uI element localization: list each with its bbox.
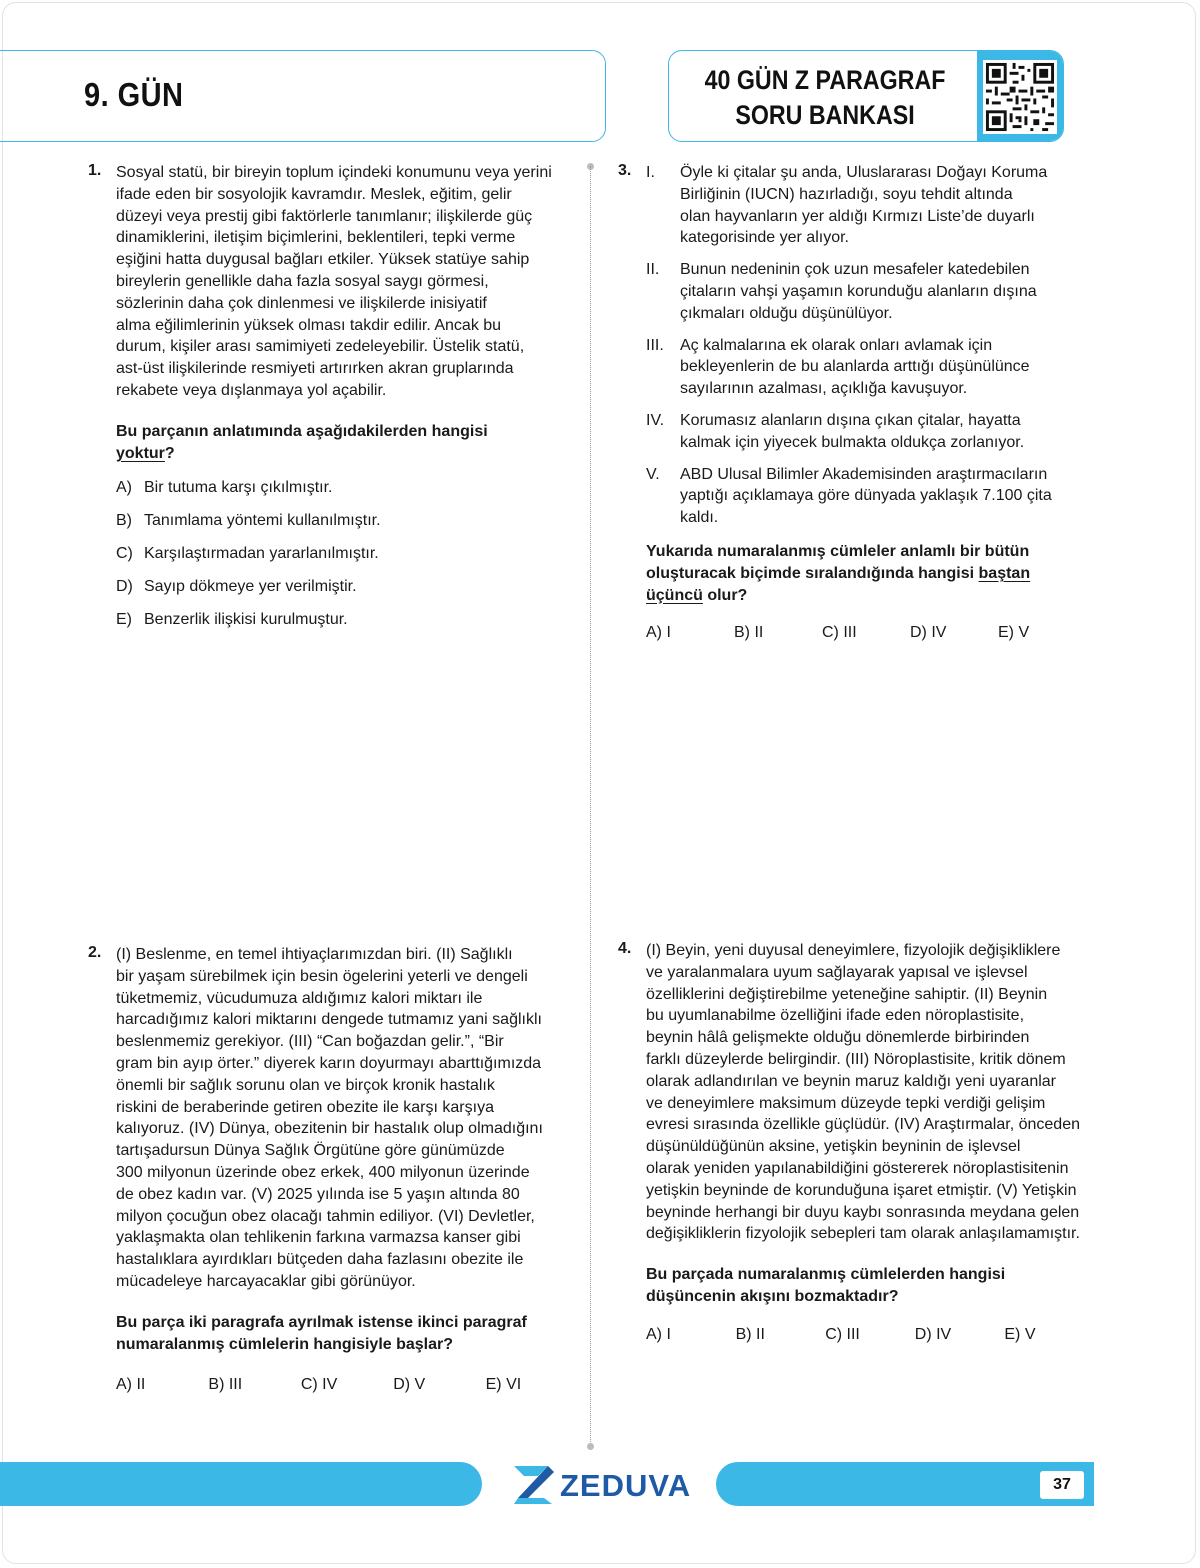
- statement-line: Bunun nedeninin çok uzun mesafeler katedebilen: [680, 261, 1030, 279]
- option-b[interactable]: B) III: [208, 1376, 243, 1394]
- option-text: Karşılaştırmadan yararlanılmıştır.: [144, 544, 379, 562]
- statement-line: kaldı.: [680, 509, 719, 527]
- option-letter: E): [116, 610, 132, 628]
- question-4: [646, 940, 1094, 1346]
- divider-dot-bottom: [587, 1443, 594, 1450]
- statement-3: [646, 335, 1086, 400]
- option-d[interactable]: D) IV: [910, 624, 947, 642]
- passage-line: milyon çocuğun obez olacağı tahmin ediliyor. (VI) Devletler,: [116, 1207, 535, 1225]
- question-1-passage: [116, 162, 578, 402]
- question-2-options: [116, 1374, 578, 1396]
- question-1-number: 1.: [88, 162, 102, 179]
- option-a[interactable]: A) II: [116, 1376, 146, 1394]
- passage-line: riskini de beraberinde getiren obezite ile karşı karşıya: [116, 1098, 494, 1116]
- statement-number: III.: [646, 336, 664, 354]
- question-3-stem: [646, 541, 1086, 606]
- book-title-line1: 40 GÜN Z PARAGRAF: [704, 65, 946, 95]
- qr-code-icon[interactable]: [977, 51, 1063, 142]
- passage-line: de obez kadın var. (V) 2025 yılında ise 5 yaşın altında 80: [116, 1185, 520, 1203]
- option-e[interactable]: [116, 609, 578, 631]
- statement-line: kategorisinde yer alıyor.: [680, 229, 849, 247]
- statement-number: IV.: [646, 411, 665, 429]
- statement-line: Birliğinin (IUCN) hazırladığı, soyu tehdit altında: [680, 185, 1013, 203]
- passage-line: farklı düzeylerde belirgindir. (III) Nöroplastisite, kritik dönem: [646, 1050, 1066, 1068]
- question-3-number: 3.: [618, 162, 632, 179]
- passage-line: ve yaralanmalara uyum sağlayarak yapısal ve işlevsel: [646, 963, 1028, 981]
- footer-bar-right: [716, 1462, 1094, 1506]
- stem-line: Bu parça iki paragrafa ayrılmak istense ikinci paragraf: [116, 1313, 527, 1331]
- stem-end: ?: [164, 444, 175, 462]
- passage-line: olarak yeniden yapılanabildiğini göstererek nöroplastisitenin: [646, 1159, 1069, 1177]
- passage-line: gram bin ayıp örter.” diyerek karın doyurmayı abarttığımızda: [116, 1054, 542, 1072]
- brand-name: ZEDUVA: [560, 1468, 692, 1503]
- statement-line: çitaların vahşi yaşamın korunduğu alanların dışına: [680, 282, 1037, 300]
- question-3-options: [646, 622, 1086, 644]
- book-title: [669, 63, 981, 133]
- option-c[interactable]: C) III: [822, 624, 857, 642]
- option-e[interactable]: E) V: [998, 624, 1030, 642]
- stem-underlined-word: üçüncü: [646, 586, 703, 604]
- option-text: Benzerlik ilişkisi kurulmuştur.: [144, 610, 348, 628]
- statement-line: Aç kalmalarına ek olarak onları avlamak için: [680, 336, 993, 354]
- passage-line: rekabete veya dışlanmaya yol açabilir.: [116, 381, 387, 399]
- statement-2: [646, 259, 1086, 324]
- option-c[interactable]: [116, 543, 578, 565]
- passage-line: tüketmemiz, vücudumuza aldığımız kalori miktarı ile: [116, 989, 483, 1007]
- statement-number: II.: [646, 261, 660, 279]
- book-title-box: [668, 50, 1064, 142]
- zeduva-logo-icon: [512, 1464, 556, 1506]
- passage-line: olarak adlandırılan ve beynin maruz kaldığı yeni uyaranlar: [646, 1072, 1057, 1090]
- option-d[interactable]: D) IV: [914, 1325, 952, 1343]
- question-1-stem: [116, 421, 578, 465]
- passage-line: düzeyi veya prestij gibi faktörlerle tanımlanır; ilişkilerde güç: [116, 207, 533, 225]
- question-2-passage: [116, 944, 578, 1293]
- option-e[interactable]: E) V: [1004, 1325, 1036, 1343]
- statement-4: [646, 410, 1086, 454]
- stem-underlined-word: yoktur: [116, 444, 165, 462]
- stem-line: Yukarıda numaralanmış cümleler anlamlı bir bütün: [646, 542, 1030, 560]
- passage-line: kalıyoruz. (IV) Dünya, obezitenin bir hastalık olup olmadığını: [116, 1120, 543, 1138]
- passage-line: beslenmemiz gerekiyor. (III) “Can boğazdan gelir.”, “Bir: [116, 1033, 504, 1051]
- stem-line: Bu parçada numaralanmış cümlelerden hangisi: [646, 1266, 1006, 1284]
- option-text: Bir tutuma karşı çıkılmıştır.: [144, 479, 333, 497]
- option-e[interactable]: E) VI: [485, 1376, 522, 1394]
- statement-5: [646, 464, 1086, 529]
- passage-line: bireylerin genellikle daha fazla sosyal saygı görmesi,: [116, 272, 489, 290]
- option-d[interactable]: D) V: [393, 1376, 426, 1394]
- stem-line: Bu parçanın anlatımında aşağıdakilerden hangisi: [116, 422, 488, 440]
- option-letter: B): [116, 512, 132, 530]
- question-4-options: [646, 1324, 1094, 1346]
- statement-1: [646, 162, 1086, 249]
- passage-line: ast-üst ilişkilerinde resmiyeti artırırken akran gruplarında: [116, 360, 514, 378]
- passage-line: hastalıklara ayırdıkları bütçeden daha fazlasını obezite ile: [116, 1251, 524, 1269]
- option-d[interactable]: [116, 576, 578, 598]
- option-letter: A): [116, 479, 132, 497]
- day-title: 9. GÜN: [84, 76, 184, 113]
- passage-line: durum, kişiler arası samimiyeti zedeleyebilir. Üstelik statü,: [116, 338, 525, 356]
- stem-underlined-word: baştan: [978, 564, 1031, 582]
- stem-line: düşüncenin akışını bozmaktadır?: [646, 1287, 899, 1305]
- passage-line: tartışadursun Dünya Sağlık Örgütüne göre günümüzde: [116, 1142, 505, 1160]
- statement-line: Korumasız alanların dışına çıkan çitalar, hayatta: [680, 411, 1021, 429]
- passage-line: 300 milyonun üzerinde obez erkek, 400 milyonun üzerinde: [116, 1163, 530, 1181]
- statement-number: I.: [646, 164, 655, 181]
- stem-line: oluşturacak biçimde sıralandığında hangisi: [646, 564, 979, 582]
- passage-line: beynin hâlâ gelişmekte olduğu dönemlerde birbirinden: [646, 1029, 1030, 1047]
- passage-line: değişikliklerin fizyolojik sebepleri tam olarak anlaşılamamıştır.: [646, 1225, 1080, 1243]
- question-1: [116, 162, 578, 630]
- option-letter: C): [116, 544, 133, 562]
- option-c[interactable]: C) III: [825, 1325, 860, 1343]
- passage-line: dinamiklerini, iletişim biçimlerini, beklentileri, tepki verme: [116, 229, 516, 247]
- statement-line: bekleyenlerin de bu alanlarda arttığı düşünülünce: [680, 358, 1030, 376]
- option-text: Tanımlama yöntemi kullanılmıştır.: [144, 512, 381, 530]
- passage-line: alma eğilimlerinin yüksek olması takdir edilir. Ancak bu: [116, 316, 502, 334]
- statement-line: sayılarının azalması, açıklığa kavuşuyor.: [680, 380, 968, 398]
- option-c[interactable]: C) IV: [300, 1376, 338, 1394]
- passage-line: bir yaşam sürebilmek için besin ögelerini yeterli ve dengeli: [116, 967, 528, 985]
- footer-bar-left: [0, 1462, 482, 1506]
- passage-line: düşünüldüğünün aksine, yetişkin beyninin de işlevsel: [646, 1138, 1021, 1156]
- passage-line: ifade eden bir sosyolojik kavramdır. Meslek, eğitim, gelir: [116, 185, 512, 203]
- passage-line: yaklaşmakta olan tehlikenin farkına varmazsa kanser gibi: [116, 1229, 521, 1247]
- passage-line: harcadığımız kalori miktarını dengede tutmamız yani sağlıklı: [116, 1011, 542, 1029]
- question-4-passage: [646, 940, 1094, 1245]
- option-letter: D): [116, 577, 133, 595]
- option-b[interactable]: [116, 510, 578, 532]
- stem-end: olur?: [702, 586, 748, 604]
- passage-line: mücadeleye harcayacaklar gibi görünüyor.: [116, 1272, 416, 1290]
- question-2: [116, 944, 578, 1396]
- option-text: Sayıp dökmeye yer verilmiştir.: [144, 577, 357, 595]
- passage-line: sözlerinin daha çok dinlenmesi ve ilişkilerde inisiyatif: [116, 294, 487, 312]
- question-2-stem: [116, 1312, 578, 1356]
- passage-line: evresi sırasında özellikle güçlüdür. (IV) Araştırmalar, önceden: [646, 1116, 1080, 1134]
- question-4-stem: [646, 1264, 1094, 1308]
- passage-line: eşiğini hatta duygusal bağları etkiler. Yüksek statüye sahip: [116, 251, 530, 269]
- statement-line: olan hayvanların yer aldığı Kırmızı Liste’de duyarlı: [680, 207, 1035, 225]
- passage-line: (I) Beyin, yeni duyusal deneyimlere, fizyolojik değişikliklere: [646, 942, 1061, 959]
- question-4-number: 4.: [618, 940, 632, 957]
- statement-number: V.: [646, 465, 660, 483]
- passage-line: özelliklerini değiştirebilme yeteneğine sahiptir. (II) Beynin: [646, 985, 1048, 1003]
- passage-line: ve deneyimlere maksimum düzeyde tepki verdiği gelişim: [646, 1094, 1046, 1112]
- question-3: [646, 162, 1086, 644]
- statement-line: ABD Ulusal Bilimler Akademisinden araştırmacıların: [680, 465, 1048, 483]
- option-a[interactable]: [116, 477, 578, 499]
- option-b[interactable]: B) II: [734, 624, 764, 642]
- statement-line: çıkmaları olduğu düşünülüyor.: [680, 304, 893, 322]
- option-a[interactable]: A) I: [646, 1325, 671, 1343]
- passage-line: (I) Beslenme, en temel ihtiyaçlarımızdan biri. (II) Sağlıklı: [116, 946, 513, 963]
- stem-line: numaralanmış cümlelerin hangisiyle başlar?: [116, 1335, 454, 1353]
- passage-line: bu uyumlanabilme özelliğini ifade eden nöroplastisite,: [646, 1007, 1025, 1025]
- statement-line: Öyle ki çitalar şu anda, Uluslararası Doğayı Koruma: [680, 164, 1048, 181]
- passage-line: önemli bir sağlık sorunu olan ve birçok kronik hastalık: [116, 1076, 495, 1094]
- question-1-options: [116, 477, 578, 630]
- column-divider: [590, 166, 591, 1446]
- question-2-number: 2.: [88, 944, 102, 961]
- statement-line: yaptığı açıklamaya göre dünyada yaklaşık 7.100 çita: [680, 487, 1052, 505]
- passage-line: yetişkin beyninde de korunduğuna işaret etmiştir. (V) Yetişkin: [646, 1181, 1077, 1199]
- book-title-line2: SORU BANKASI: [735, 100, 915, 130]
- passage-line: beyninde herhangi bir duyu kaybı sonrasında meydana gelen: [646, 1203, 1080, 1221]
- page-number: 37: [1040, 1471, 1084, 1499]
- option-a[interactable]: A) I: [646, 624, 671, 642]
- statement-line: kalmak için yiyecek bulmakta oldukça zorlanıyor.: [680, 433, 1025, 451]
- qr-code-graphic: [983, 59, 1057, 135]
- passage-line: Sosyal statü, bir bireyin toplum içindeki konumunu veya yerini: [116, 164, 552, 181]
- option-b[interactable]: B) II: [735, 1325, 765, 1343]
